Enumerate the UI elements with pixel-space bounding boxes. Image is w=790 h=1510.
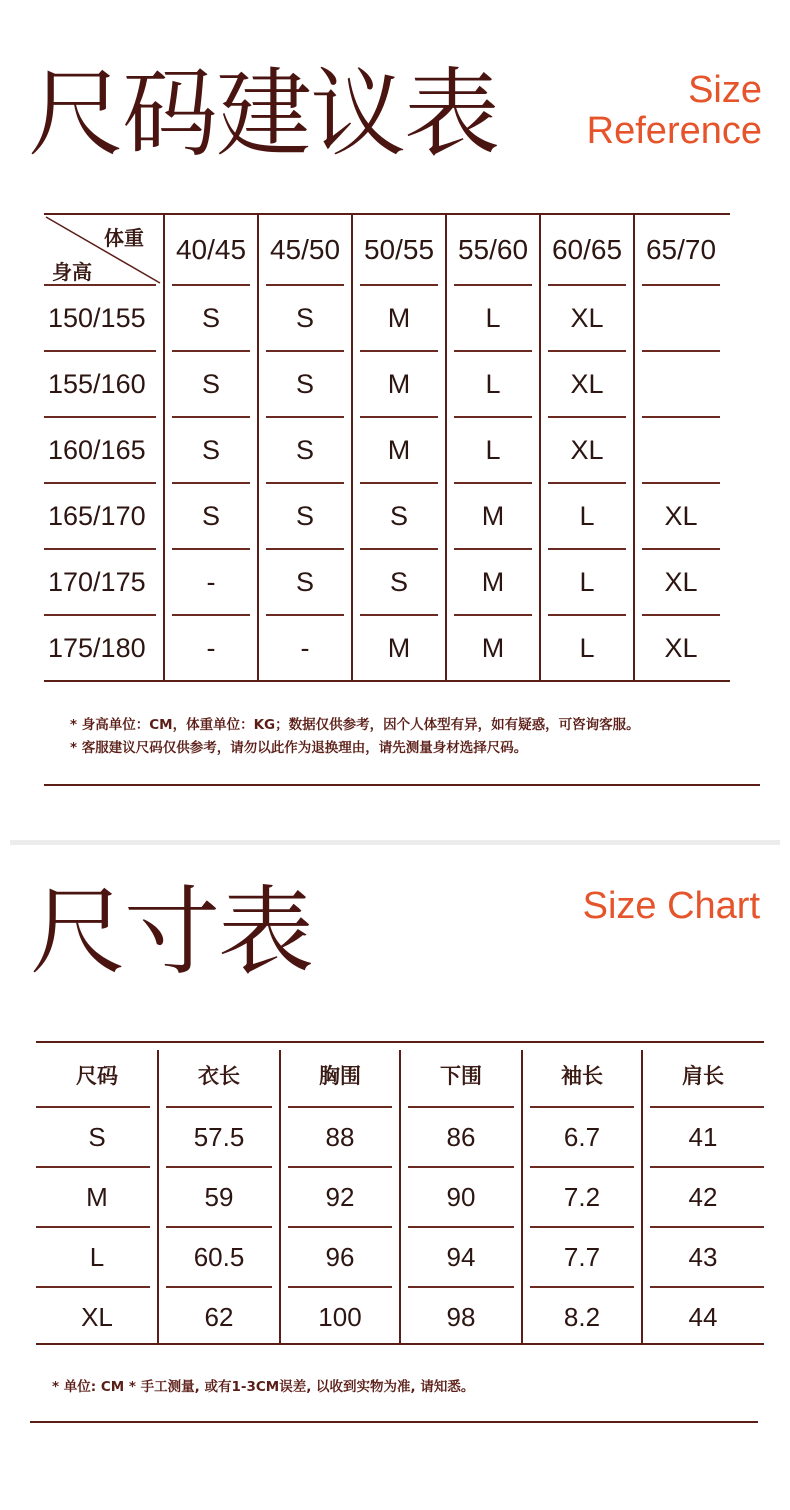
size-value: S [295,302,314,333]
size-value: S [389,500,408,531]
size-value: XL [664,632,698,663]
size-value: - [300,632,310,663]
size-value: L [485,368,501,399]
reference-section-end-line [44,784,760,786]
reference-title-en [587,70,762,152]
chart-value: 57.5 [193,1121,245,1152]
chart-value: XL [81,1301,113,1332]
size-value: M [481,632,505,663]
size-value: M [387,368,411,399]
weight-header: 45/50 [269,234,341,265]
height-label: 170/175 [48,566,146,597]
reference-note-1: * 身高单位：CM，体重单位：KG；数据仅供参考，因个人体型有异，如有疑惑，可咨询客服。 [70,717,640,733]
chart-header: 下围 [440,1064,482,1088]
size-value [634,351,728,417]
chart-value: 59 [204,1181,234,1212]
chart-value: 42 [688,1181,718,1212]
size-value: L [485,434,501,465]
height-label: 175/180 [48,632,146,663]
chart-value: 7.7 [563,1241,601,1272]
chart-section-end-line [30,1421,758,1423]
size-value: L [579,566,595,597]
size-value: L [579,632,595,663]
size-value: S [295,566,314,597]
weight-header: 50/55 [363,234,435,265]
chart-header: 胸围 [319,1064,361,1088]
chart-value: 8.2 [563,1301,601,1332]
chart-value: S [88,1121,106,1152]
corner-weight-label: 体重 [104,226,144,250]
size-value: - [206,566,216,597]
weight-header: 65/70 [645,234,717,265]
size-value: XL [664,500,698,531]
chart-value: L [89,1241,105,1272]
section-divider [10,840,780,845]
height-label: 165/170 [48,500,146,531]
size-value: XL [570,434,604,465]
size-value: M [387,434,411,465]
weight-header: 40/45 [175,234,247,265]
reference-title-en-line1: Size [688,69,762,111]
chart-value: M [86,1181,108,1212]
chart-value: 86 [446,1121,476,1152]
chart-value: 43 [688,1241,718,1272]
corner-height-label: 身高 [52,260,92,284]
size-value: S [295,368,314,399]
chart-value: 88 [325,1121,355,1152]
chart-header: 肩长 [682,1064,724,1088]
size-value [634,285,728,351]
size-value: L [579,500,595,531]
chart-value: 7.2 [563,1181,601,1212]
size-value: S [295,434,314,465]
size-value: M [481,500,505,531]
size-value: L [485,302,501,333]
size-value: S [389,566,408,597]
chart-value: 92 [325,1181,355,1212]
height-label: 155/160 [48,368,146,399]
chart-value: 60.5 [193,1241,245,1272]
chart-value: 6.7 [563,1121,601,1152]
size-value: S [295,500,314,531]
chart-value: 90 [446,1181,476,1212]
chart-title: 尺寸表 [30,876,312,988]
size-value: M [387,632,411,663]
chart-header: 衣长 [198,1064,240,1088]
chart-note: * 单位: CM * 手工测量, 或有1-3CM误差, 以收到实物为准, 请知悉。 [52,1379,475,1395]
reference-note-2: * 客服建议尺码仅供参考，请勿以此作为退换理由，请先测量身材选择尺码。 [70,740,528,756]
size-value: XL [570,302,604,333]
height-label: 160/165 [48,434,146,465]
height-label: 150/155 [48,302,146,333]
reference-title-en-line2: Reference [586,110,762,153]
size-value: XL [570,368,604,399]
size-value: M [481,566,505,597]
chart-header: 袖长 [561,1064,603,1088]
chart-value: 62 [204,1301,234,1332]
size-value: S [201,302,220,333]
chart-value: 96 [325,1241,355,1272]
chart-title-en: Size Chart [582,885,760,927]
reference-title: 尺码建议表 [28,58,498,170]
chart-value: 98 [446,1301,476,1332]
size-value [634,417,728,483]
size-value: S [201,500,220,531]
chart-value: 44 [688,1301,718,1332]
chart-value: 41 [688,1121,718,1152]
chart-value: 94 [446,1241,476,1272]
size-value: M [387,302,411,333]
weight-header: 55/60 [457,234,529,265]
chart-value: 100 [318,1301,362,1332]
size-value: XL [664,566,698,597]
chart-header: 尺码 [76,1064,118,1088]
size-value: S [201,434,220,465]
weight-header: 60/65 [551,234,623,265]
size-value: S [201,368,220,399]
size-value: - [206,632,216,663]
